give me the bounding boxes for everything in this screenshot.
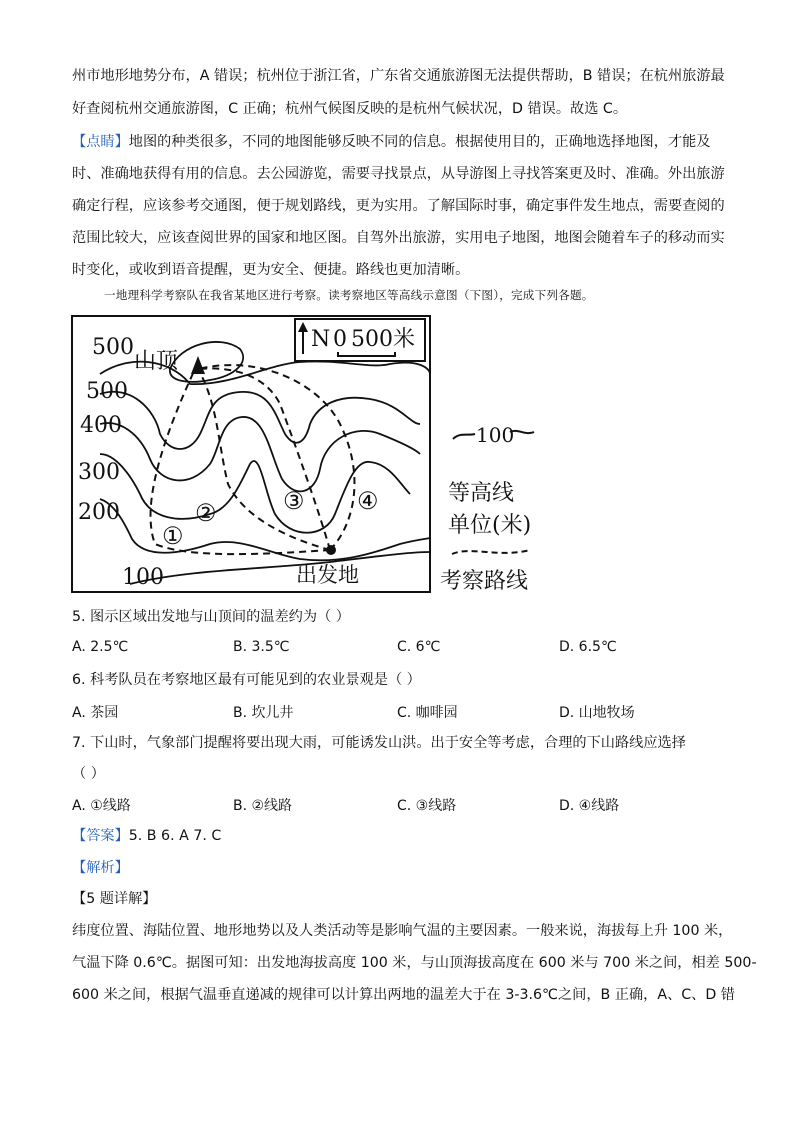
route-label: ① — [162, 522, 184, 550]
route-label: ② — [195, 499, 217, 527]
start-label: 出发地 — [296, 563, 359, 587]
option-b: B. ②线路 — [233, 798, 293, 814]
analysis-tag: 【解析】 — [72, 860, 129, 876]
question-7-bracket: （ ） — [72, 766, 105, 782]
legend-contour-unit: 单位(米) — [448, 513, 532, 538]
contour-label: 100 — [122, 565, 164, 590]
contour-lines — [100, 342, 430, 584]
answer-line — [72, 826, 221, 846]
legend-route-swatch — [452, 550, 530, 554]
option-a: A. 茶园 — [72, 705, 119, 721]
text-line: 气温下降 0.6℃。据图可知：出发地海拔高度 100 米，与山顶海拔高度在 600 米与 700 米之间，相差 500- — [72, 955, 757, 971]
question-5-stem: 5. 图示区域出发地与山顶间的温差约为（ ） — [72, 609, 350, 625]
text-line: 确定行程，应该参考交通图，便于规划路线，更为实用。了解国际时事，确定事件发生地点，需要查阅的 — [72, 198, 725, 214]
contour-label: 500 — [86, 379, 128, 404]
option-d: D. ④线路 — [559, 798, 620, 814]
contour-label: 200 — [78, 500, 120, 525]
option-c: C. ③线路 — [397, 798, 457, 814]
legend-contour-swatch — [453, 434, 475, 439]
answer-tag: 【答案】 — [72, 828, 129, 844]
legend-route-label: 考察路线 — [440, 569, 529, 594]
question-7-stem: 7. 下山时，气象部门提醒将要出现大雨，可能诱发山洪。出于安全等考虑，合理的下山路线应选择 — [72, 735, 686, 751]
peak-label: 山顶 — [134, 349, 179, 374]
question-6-stem: 6. 科考队员在考察地区最有可能见到的农业景观是（ ） — [72, 672, 421, 688]
option-c: C. 咖啡园 — [397, 705, 458, 721]
route-2 — [198, 369, 330, 550]
route-label: ③ — [283, 487, 305, 515]
contour-map — [70, 314, 560, 604]
text-line: 时变化，或收到语音提醒，更为安全、便捷。路线也更加清晰。 — [72, 262, 470, 278]
question-intro: 一地理科学考察队在我省某地区进行考察。读考察地区等高线示意图（下图），完成下列各题。 — [104, 288, 594, 302]
legend-contour-value: 100 — [476, 423, 515, 447]
text-line: 纬度位置、海陆位置、地形地势以及人类活动等是影响气温的主要因素。一般来说，海拔每上升 100 米， — [72, 923, 733, 939]
dianjing-tag: 【点睛】 — [72, 134, 129, 150]
legend-contour-title: 等高线 — [448, 481, 515, 506]
detail-tag: 【5 题详解】 — [72, 891, 157, 907]
option-c: C. 6℃ — [397, 639, 441, 655]
contour-line — [100, 392, 420, 449]
peak-marker-icon — [191, 356, 205, 374]
start-point-icon — [326, 545, 336, 555]
option-b: B. 3.5℃ — [233, 639, 290, 655]
option-a: A. ①线路 — [72, 798, 131, 814]
contour-label: 500 — [92, 335, 134, 360]
text-line: 范围比较大，应该查阅世界的国家和地区图。自驾外出旅游，实用电子地图，地图会随着车子的移动而实 — [72, 230, 725, 246]
text-line: 州市地形地势分布，A 错误；杭州位于浙江省，广东省交通旅游图无法提供帮助，B 错误；在杭州旅游最 — [72, 68, 725, 84]
option-d: D. 山地牧场 — [559, 705, 635, 721]
north-label: N — [311, 327, 331, 352]
text-line: 好查阅杭州交通旅游图，C 正确；杭州气候图反映的是杭州气候状况，D 错误。故选 C。 — [72, 101, 628, 117]
text-line: 地图的种类很多，不同的地图能够反映不同的信息。根据使用目的，正确地选择地图，才能及 — [128, 134, 711, 150]
text-line: 时、准确地获得有用的信息。去公园游览，需要寻找景点，从导游图上寻找答案更及时、准确。外出旅游 — [72, 166, 725, 182]
scale-zero: 0 — [333, 327, 347, 352]
route-3 — [198, 368, 330, 550]
option-a: A. 2.5℃ — [72, 639, 129, 655]
scale-length: 500米 — [351, 327, 415, 352]
option-b: B. 坎儿井 — [233, 705, 294, 721]
option-d: D. 6.5℃ — [559, 639, 617, 655]
contour-label: 400 — [80, 413, 122, 438]
contour-label: 300 — [78, 460, 120, 485]
answer-text: 5. B 6. A 7. C — [128, 828, 222, 844]
contour-line — [130, 552, 430, 584]
contour-line — [100, 417, 420, 491]
route-label: ④ — [357, 487, 379, 515]
text-line: 600 米之间，根据气温垂直递减的规律可以计算出两地的温差大于在 3-3.6℃之间，B 正确，A、C、D 错 — [72, 987, 735, 1003]
dianjing-paragraph — [72, 132, 710, 152]
